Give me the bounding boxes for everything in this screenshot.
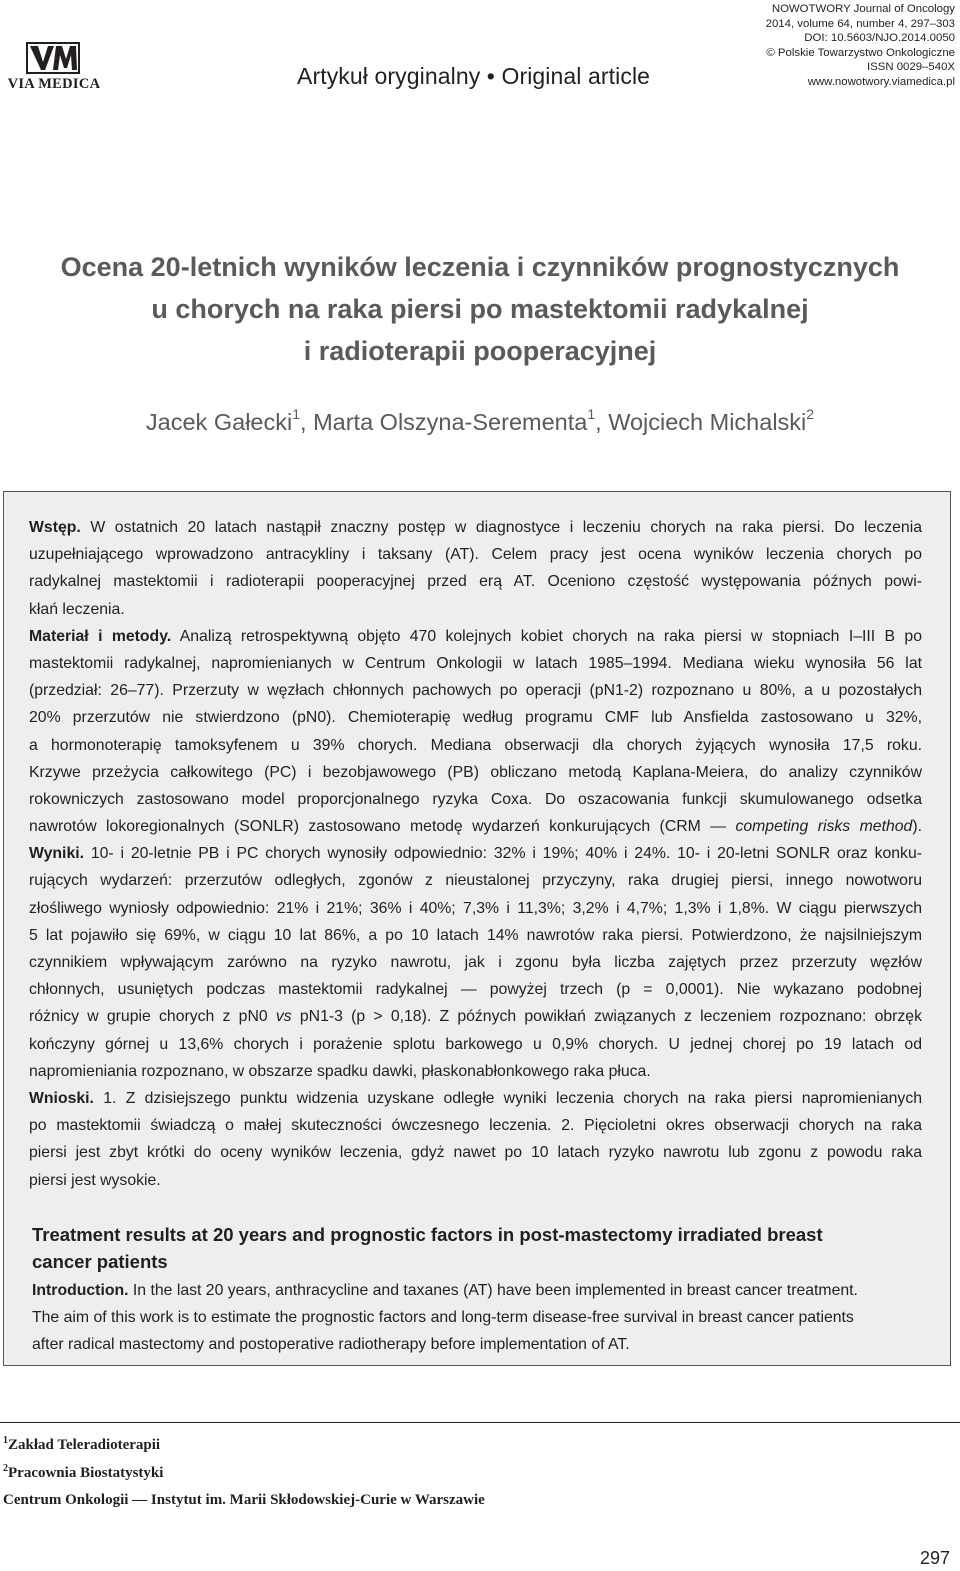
abstract-line: nawrotów lokoregionalnych (SONLR) zastosowano metodę wydarzeń konkurujących (CRM — competing risks method). bbox=[29, 818, 922, 836]
abstract-line: złośliwego wyniosły odpowiednio: 21% i 21%; 36% i 40%; 7,3% i 11,3%; 3,2% i 4,7%; 1,3% i 1,8%. W ciągu pierwszych bbox=[29, 899, 922, 917]
abstract-line: Wnioski. 1. Z dzisiejszego punktu widzenia uzyskane odległe wyniki leczenia chorych na raka piersi napromienianych bbox=[29, 1089, 922, 1107]
author-name: Jacek Gałecki bbox=[145, 409, 293, 435]
abstract-line: kłań leczenia. bbox=[29, 600, 125, 618]
abstract-line: piersi jest wysokie. bbox=[29, 1171, 161, 1189]
footer-divider bbox=[0, 1422, 960, 1423]
abstract-line: uzupełniającego wprowadzono antracykliny i taksany (AT). Celem pracy jest ocena wyników leczenia chorych po bbox=[29, 546, 922, 564]
abstract-line: napromieniania rozpoznano, w obszarze spadku dawki, płaskonabłonkowego raka płuca. bbox=[29, 1062, 651, 1080]
author-affiliation-mark: 1 bbox=[292, 406, 300, 423]
abstract-line: Materiał i metody. Analizą retrospektywną objęto 470 kolejnych kobiet chorych na raka piersi w stopniach I–III B po bbox=[29, 627, 922, 645]
author-affiliation-mark: 1 bbox=[587, 406, 596, 423]
title-line: Ocena 20-letnich wyników leczenia i czynników prognostycznych bbox=[60, 252, 900, 282]
abstract-line: po mastektomii świadczą o małej skuteczności ówczesnego leczenia. 2. Pięcioletni okres obserwacji chorych na raka bbox=[29, 1117, 922, 1135]
journal-volume: 2014, volume 64, number 4, 297–303 bbox=[765, 17, 955, 30]
abstract-line: after radical mastectomy and postoperative radiotherapy before implementation of AT. bbox=[32, 1336, 630, 1354]
section-label-methods: Materiał i metody. bbox=[29, 627, 172, 645]
title-line: i radioterapii pooperacyjnej bbox=[303, 336, 657, 366]
abstract-line: chłonnych, usuniętych podczas mastektomii radykalnej — powyżej trzech (p = 0,0001). Nie wykazano podobnej bbox=[29, 981, 922, 999]
english-title-line: Treatment results at 20 years and prognostic factors in post-mastectomy irradiated breast bbox=[32, 1224, 823, 1245]
section-label-results: Wyniki. bbox=[29, 845, 85, 863]
abstract-line: czynnikiem wpływającym zarówno na ryzyko nawrotu, jak i zgonu była liczba zajętych przez przerzuty węzłów bbox=[29, 954, 922, 971]
affiliation-mark: 2 bbox=[3, 1462, 8, 1474]
author-name: Marta Olszyna-Serementa bbox=[313, 409, 588, 435]
author-separator: , bbox=[300, 409, 314, 435]
abstract-line: Krzywe przeżycia całkowitego (PC) i bezobjawowego (PB) obliczano metodą Kaplana-Meiera, do analizy czynników bbox=[29, 763, 922, 781]
section-label-conclusions: Wnioski. bbox=[29, 1089, 94, 1107]
english-title-line: cancer patients bbox=[32, 1251, 168, 1272]
abstract-line: kończyny górnej u 13,6% chorych i porażenie splotu barkowego u 0,9% chorych. U jednej chorej po 19 latach od bbox=[29, 1035, 922, 1053]
journal-meta bbox=[766, 2, 955, 90]
abstract-line: Wstęp. W ostatnich 20 latach nastąpił znaczny postęp w diagnostyce i leczeniu chorych na raka piersi. Do leczenia bbox=[29, 519, 922, 536]
via-medica-logo-icon bbox=[26, 42, 80, 74]
article-type: Artykuł oryginalny • Original article bbox=[297, 63, 651, 89]
logo-text: VIA MEDICA bbox=[7, 76, 101, 92]
journal-copyright: © Polskie Towarzystwo Onkologiczne bbox=[766, 46, 955, 59]
abstract-pl bbox=[29, 514, 922, 1194]
abstract-line: radykalnej mastektomii i radioterapii pooperacyjnej przed erą AT. Oceniono częstość występowania późnych powi- bbox=[29, 573, 922, 591]
affiliation: $^2$Pracownia Biostatystyki bbox=[3, 1462, 164, 1481]
page-number: 297 bbox=[919, 1548, 950, 1568]
abstract-line: Wyniki. 10- i 20-letnie PB i PC chorych wynosiły odpowiednio: 32% i 19%; 40% i 24%. 10- i 20-letni SONLR oraz konku- bbox=[29, 845, 922, 863]
abstract-line: rokowniczych zastosowano model proporcjonalnego ryzyka Coxa. Do oszacowania funkcji skumulowanego odsetka bbox=[29, 790, 922, 808]
author-affiliation-mark: 2 bbox=[806, 406, 815, 423]
author-name: Wojciech Michalski bbox=[608, 409, 807, 435]
article-title bbox=[0, 246, 960, 372]
affiliation: $^1$Zakład Teleradioterapii bbox=[3, 1435, 161, 1453]
abstract-line: Introduction. In the last 20 years, anthracycline and taxanes (AT) have been implemented in breast cancer treatment. bbox=[32, 1282, 858, 1299]
affiliation-mark: 1 bbox=[3, 1435, 8, 1446]
abstract-en bbox=[32, 1277, 858, 1359]
section-label-intro: Wstęp. bbox=[29, 519, 81, 536]
affiliations bbox=[3, 1432, 485, 1515]
abstract-line: piersi jest zbyt krótki do oceny wyników leczenia, gdyż nawet po 10 latach ryzyko nawrotu lub zgonu z powodu raka bbox=[29, 1144, 922, 1162]
journal-name: NOWOTWORY Journal of Oncology bbox=[771, 3, 955, 15]
abstract-line: 5 lat pojawiło się 69%, w ciągu 10 lat 86%, a po 10 latach 14% nawrotów raka piersi. Potwierdzono, że najsilniejszym bbox=[29, 926, 922, 944]
abstract-line: rujących wydarzeń: przerzutów odległych, zgonów z nieustalonej przyczyny, raka drugiej piersi, innego nowotworu bbox=[29, 872, 922, 890]
english-title bbox=[32, 1221, 823, 1275]
abstract-line: różnicy w grupie chorych z pN0 vs pN1-3 (p > 0,18). Z późnych powikłań związanych z leczeniem rozpoznano: obrzęk bbox=[29, 1008, 922, 1026]
journal-issn: ISSN 0029–540X bbox=[866, 61, 955, 74]
affiliation: Centrum Onkologii — Instytut im. Marii Skłodowskiej-Curie w Warszawie bbox=[3, 1492, 485, 1508]
journal-url[interactable]: www.nowotwory.viamedica.pl bbox=[807, 75, 955, 88]
abstract-line: mastektomii radykalnej, napromienianych w Centrum Onkologii w latach 1985–1994. Mediana wieku wynosiła 56 lat bbox=[29, 654, 922, 672]
abstract-line: (przedział: 26–77). Przerzuty w węzłach chłonnych pachowych po operacji (pN1-2) rozpoznano u 80%, a u pozostałych bbox=[29, 682, 922, 700]
author-list bbox=[0, 406, 960, 436]
abstract-line: a hormonoterapię tamoksyfenem u 39% chorych. Mediana obserwacji dla chorych żyjących wynosiła 17,5 roku. bbox=[29, 736, 922, 754]
abstract-line: The aim of this work is to estimate the prognostic factors and long-term disease-free survival in breast cancer patients bbox=[32, 1309, 854, 1327]
title-line: u chorych na raka piersi po mastektomii radykalnej bbox=[151, 294, 809, 324]
abstract-line: 20% przerzutów nie stwierdzono (pN0). Chemioterapię według programu CMF lub Ansfielda zastosowano u 32%, bbox=[29, 709, 922, 727]
publisher-logo bbox=[2, 40, 104, 94]
author-separator: , bbox=[595, 409, 609, 435]
section-label-introduction: Introduction. bbox=[32, 1282, 129, 1299]
journal-doi: DOI: 10.5603/NJO.2014.0050 bbox=[804, 32, 955, 45]
